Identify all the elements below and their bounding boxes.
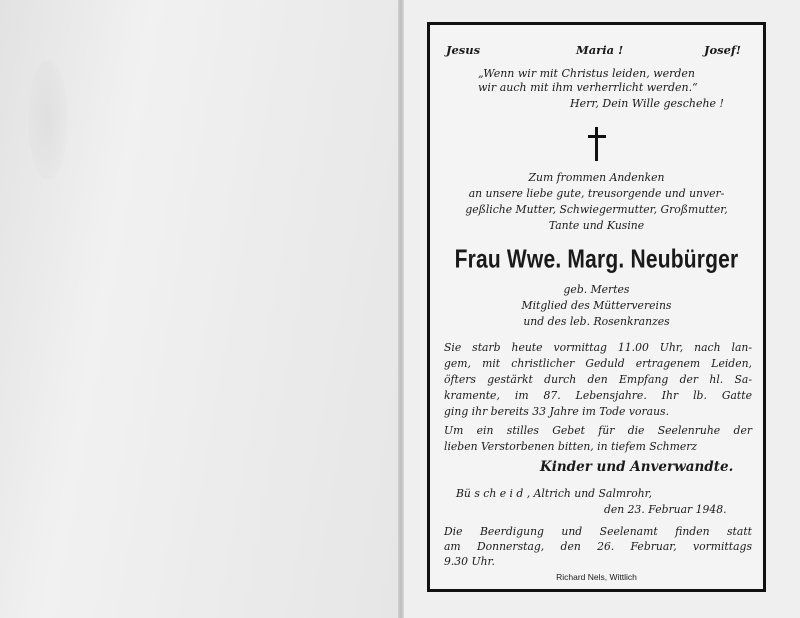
header-jesus: Jesus [446, 43, 481, 57]
header-row [446, 43, 751, 59]
cross-icon [588, 127, 606, 161]
deceased-name: Frau Wwe. Marg. Neubürger [454, 245, 739, 274]
funeral-line-1: Die Beerdigung und Seelenamt finden statt [444, 525, 752, 538]
intro-line-3: geßliche Mutter, Schwiegermutter, Großmutter, [465, 203, 728, 216]
prayer-request-line-2: lieben Verstorbenen bitten, in tiefem Schmerz [444, 440, 698, 453]
intro-line-2: an unsere liebe gute, treusorgende und unver- [468, 187, 725, 200]
mourners: Kinder und Anverwandte. [540, 459, 734, 475]
membership-line-2: und des leb. Rosenkranzes [523, 315, 670, 328]
intro-line-4: Tante und Kusine [548, 219, 645, 232]
paper-crease [28, 60, 68, 180]
date-line: den 23. Februar 1948. [604, 503, 727, 516]
membership-line-1: Mitglied des Müttervereins [521, 299, 672, 312]
header-maria: Maria ! [576, 43, 624, 57]
death-text-line-3: öfters gestärkt durch den Empfang der hl. Sa- [444, 373, 752, 386]
place-line: Bü s ch e i d , Altrich und Salmrohr, [456, 487, 653, 500]
birth-name: geb. Mertes [563, 283, 630, 296]
prayer-request-line-1: Um ein stilles Gebet für die Seelenruhe der [444, 424, 752, 437]
death-text-line-2: gem, mit christlicher Geduld ertragenem Leiden, [444, 357, 752, 370]
header-josef: Josef! [704, 43, 741, 57]
memorial-card [427, 22, 766, 592]
intro-line-1: Zum frommen Andenken [528, 171, 665, 184]
funeral-line-3: 9.30 Uhr. [444, 555, 495, 568]
funeral-line-2: am Donnerstag, den 26. Februar, vormittags [444, 540, 752, 553]
death-text-line-5: ging ihr bereits 33 Jahre im Tode voraus. [444, 405, 669, 418]
death-text-line-1: Sie starb heute vormittag 11.00 Uhr, nach lan- [444, 341, 752, 354]
prayer-line: Herr, Dein Wille geschehe ! [570, 97, 724, 110]
quote-line-1: „Wenn wir mit Christus leiden, werden [478, 67, 696, 80]
printer-imprint: Richard Nels, Wittlich [556, 572, 637, 582]
death-text-line-4: kramente, im 87. Lebensjahre. Ihr lb. Gatte [444, 389, 752, 402]
quote-line-2: wir auch mit ihm verherrlicht werden.“ [478, 81, 698, 94]
